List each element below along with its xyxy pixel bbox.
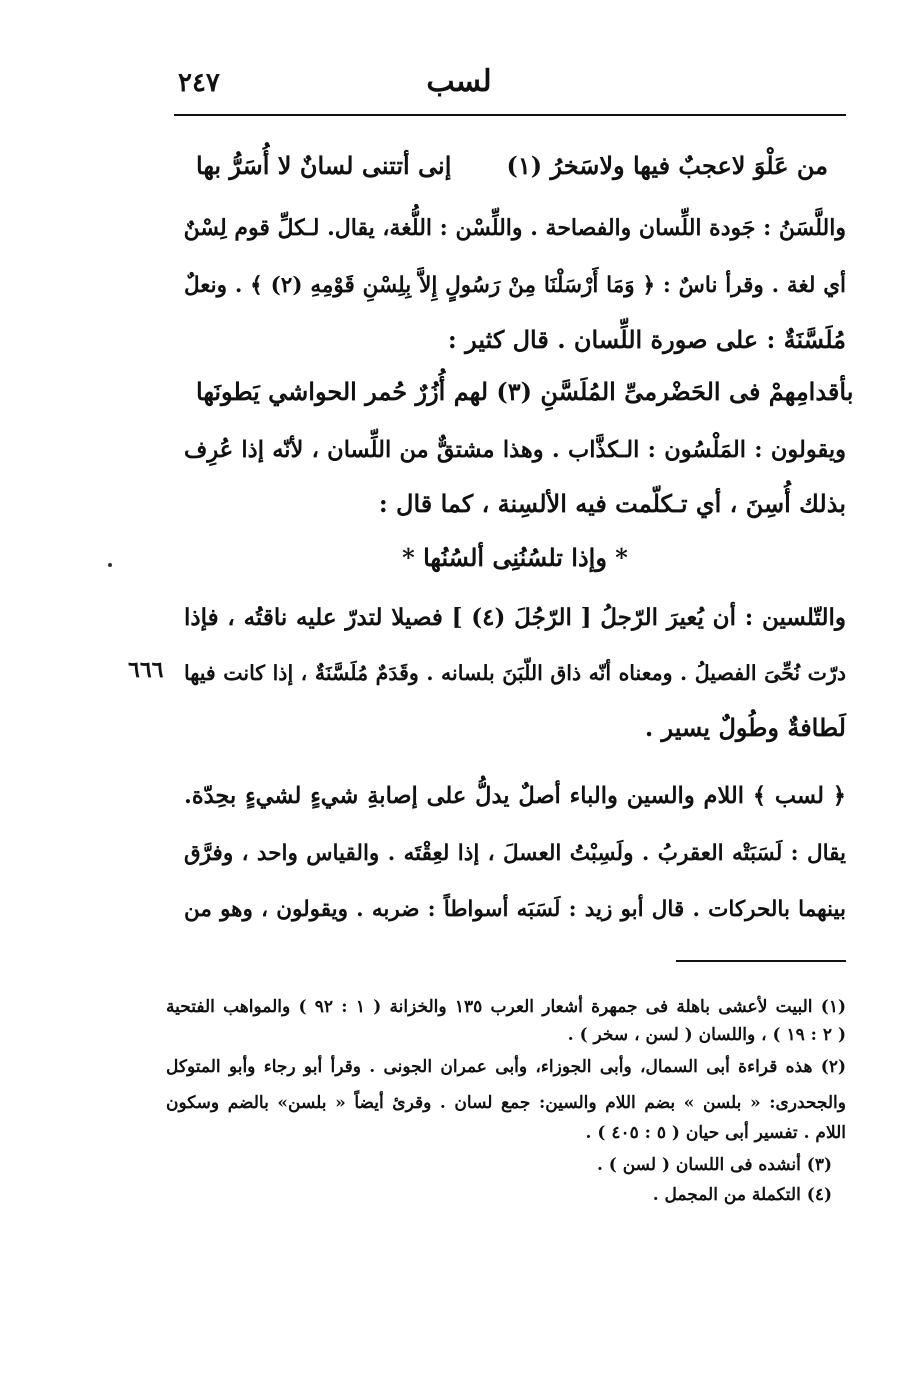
verse-2-right-hemistich: لهم أُزُرٌ حُمر الحواشي يَطونَها [196,377,489,406]
entry-lsb-definition: اللام والسين والباء أصلٌ يدلُّ على إصابةِ شيءٍ لشيءٍ بحِدّة. [184,783,745,809]
footnote-rule [676,960,846,962]
footnote-3: (٣) أنشده فى اللسان ( لسن ) . [596,1155,832,1175]
paragraph-2-line-2: بذلك أُسِنَ ، أي تـكلّمت فيه الألسِنة ، كما قال : [378,489,846,518]
paragraph-2-line-1: ويقولون : المَلْسُون : الـكذَّاب . وهذا مشتقٌّ من اللِّسان ، لأنّه إذا عُرِف [184,437,846,463]
verse-2-left-hemistich: بأقدامِهمْ فى الحَضْرمىِّ المُلَسَّنِ (٣) [496,377,854,406]
verse-2 [196,374,854,410]
page-number: ٢٤٧ [178,68,220,98]
paragraph-3-line-2: درّت نُحِّىَ الفصيلُ . ومعناه أنّه ذاق اللّبَنَ بلسانه . وقَدَمٌ مُلَسَّنَةٌ ، إذا كانت فيها [184,661,846,685]
footnote-2-line-1: (٢) هذه قراءة أبى السمال، وأبى الجوزاء، وأبى عمران الجونى . وقرأ أبو رجاء وأبو المتوكل [166,1057,846,1077]
scan-speck [108,563,112,567]
entry-lsb-line-1 [184,778,846,814]
header-rule [174,114,846,116]
running-header-title: لسب [426,64,492,99]
paragraph-3-line-3: لَطافةٌ وطُولٌ يسير . [644,713,846,742]
verse-1-right-hemistich: إنى أتتنى لسانٌ لا أُسَرُّ بها [196,151,452,180]
entry-lsb-line-3: بينهما بالحركات . قال أبو زيد : لَسَبَه أسواطاً : ضربه . ويقولون ، وهو من [184,897,846,922]
footnote-1-line-1: (١) البيت لأعشى باهلة فى جمهرة أشعار العرب ١٣٥ والخزانة ( ١ : ٩٢ ) والمواهب الفتحية [166,997,846,1017]
verse-3: * وإذا تلسُنُنِى ألسُنُها * [402,543,628,572]
paragraph-1-line-3: مُلَسَّنَةٌ : على صورة اللِّسان . قال كثير : [447,325,846,354]
paragraph-1-line-1: واللَّسَنُ : جَودة اللِّسان والفصاحة . واللِّسْن : اللُّغة، يقال. لـكلِّ قوم لِسْنٌ [183,215,846,241]
verse-1-left-hemistich: من عَلْوَ لاعجبٌ فيها ولاسَخرُ (١) [506,151,828,180]
footnote-1-line-2: ( ٢ : ١٩ ) ، واللسان ( لسن ، سخر ) . [567,1025,846,1045]
footnote-2-line-3: اللام . تفسير أبى حيان ( ٥ : ٤٠٥ ) . [585,1123,846,1143]
entry-headword: ﴿ لسب ﴾ [752,783,846,809]
verse-1 [196,148,828,184]
paragraph-3-line-1: والتّلسين : أن يُعيرَ الرّجلُ [ الرّجُلَ (٤) ] فصيلا لتدرّ عليه ناقتُه ، فإذا [184,604,846,631]
paragraph-1-line-2: أي لغة . وقرأ ناسٌ : ﴿ وَمَا أَرْسَلْنَا مِنْ رَسُولٍ إِلاَّ بِلِسْنِ قَوْمِهِ (٢) ﴾ . ونعلٌ [184,273,847,298]
margin-reference-number: ٦٦٦ [128,657,164,683]
footnote-2-line-2: والجحدرى: « بلسن » بضم اللام والسين: جمع لسان . وقرئ أيضاً « بلسن» بالضم وسكون [166,1093,846,1113]
entry-lsb-line-2: يقال : لَسَبَتْه العقربُ . ولَسِبْتُ العسلَ ، إذا لعِقْتَه . والقياس واحد ، وفرَّق [184,841,846,866]
footnote-4: (٤) التكملة من المجمل . [652,1185,832,1205]
